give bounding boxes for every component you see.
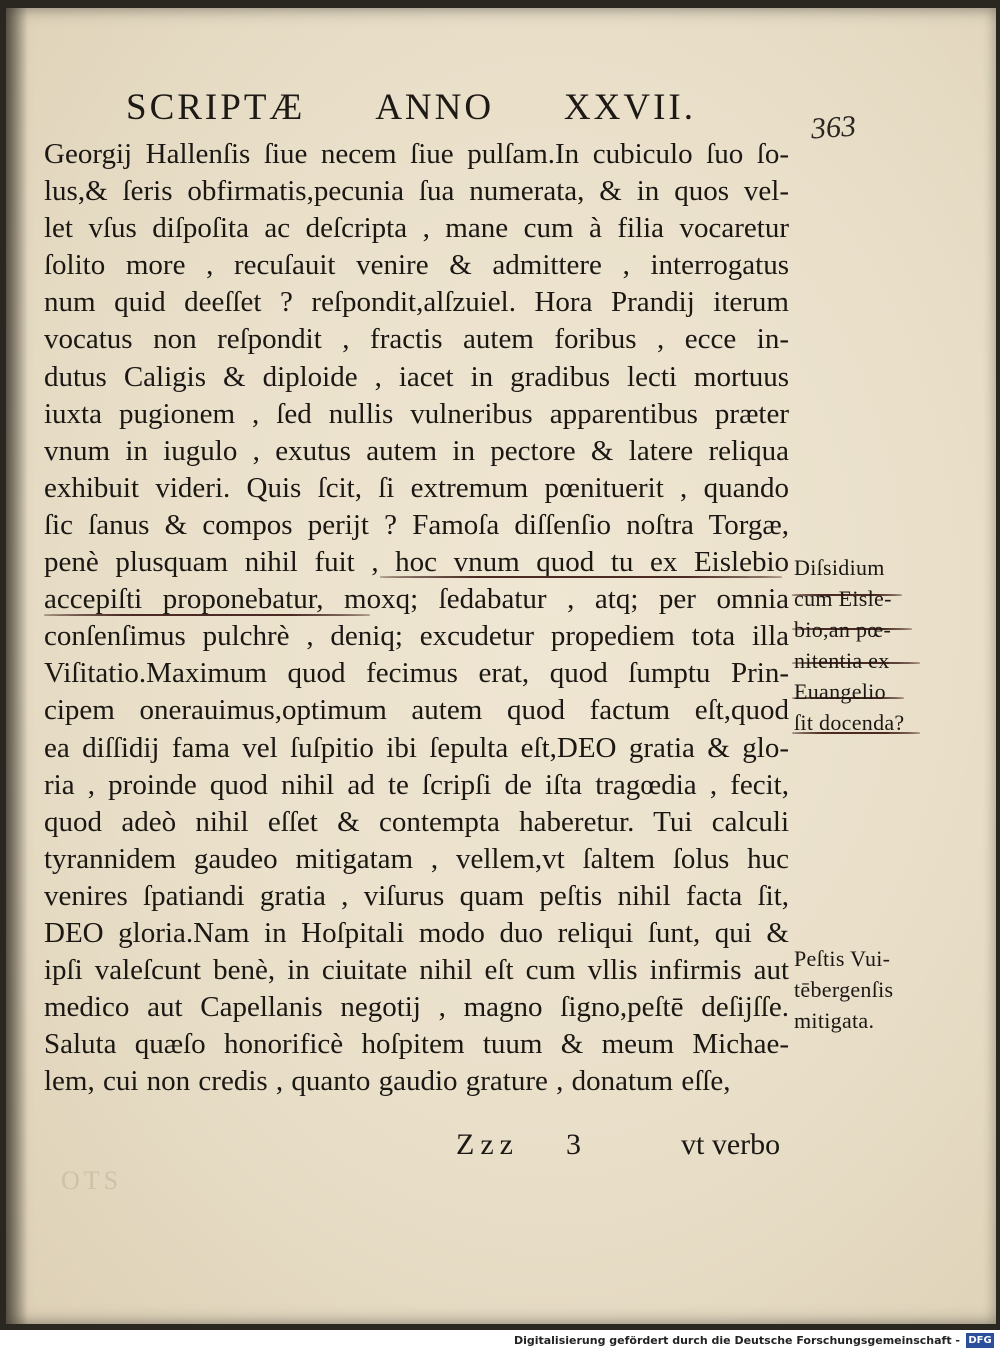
margin-note-pestis [794,943,944,1036]
margin-note-line: bio,an pœ- [794,617,892,642]
text-line: tyrannidem gaudeo mitigatam , vellem,vt ſaltem ſolus huc [44,842,789,875]
header-left: SCRIPTÆ [126,87,306,128]
margin-note-line: Euangelio [794,679,886,704]
margin-note-line: Peſtis Vui- [794,946,891,971]
margin-note-line: cum Eisle- [794,586,892,611]
credit-text: Digitalisierung gefördert durch die Deutsche Forschungsgemeinschaft - [513,1334,960,1347]
text-line: lus,& ſeris obfirmatis,pecunia ſua numerata, & in quos vel- [44,175,789,208]
text-line: venires ſpatiandi gratia , viſurus quam peſtis nihil facta ſit, [44,879,789,912]
header-center: ANNO [375,87,495,128]
running-header [126,86,696,132]
bleed-through-mark: OTS [61,1166,123,1195]
page-gutter-shadow [6,8,28,1324]
ink-underline [380,576,782,578]
text-line: ea diſſidij fama vel ſuſpitio ibi ſepulta eſt,DEO gratia & glo- [44,731,789,764]
text-line: medico aut Capellanis negotij , magno ſigno,peſtē deſijſſe. [44,991,789,1024]
ink-underline [44,614,370,616]
margin-note-line: ſit docenda? [794,710,905,735]
body-text [44,136,789,1100]
text-line: Saluta quæſo honorificè hoſpitem tuum & meum Michae- [44,1028,789,1061]
text-line: cipem onerauimus,optimum autem quod factum eſt,quod [44,694,789,727]
text-line: lem, cui non credis , quanto gaudio grature , donatum eſſe, [44,1065,731,1098]
page-footer [456,1128,801,1168]
text-line: ipſi valeſcunt benè, in ciuitate nihil eſt cum vllis infirmis aut [44,954,789,987]
book-page [6,8,996,1324]
text-line: vocatus non reſpondit , fractis autem foribus , ecce in- [44,323,789,356]
text-line: iuxta pugionem , ſed nullis vulneribus apparentibus præter [44,397,789,430]
signature-number: 3 [566,1128,581,1161]
header-right: XXVII. [563,87,696,128]
text-line: ria , proinde quod nihil ad te ſcripſi de iſta tragœdia , fecit, [44,768,789,801]
signature-mark: Zzz [456,1128,519,1161]
margin-note-dissidium [794,552,944,738]
text-line: dutus Caligis & diploide , iacet in gradibus lecti mortuus [44,360,789,393]
text-line: DEO gloria.Nam in Hoſpitali modo duo reliqui ſunt, qui & [44,916,789,949]
dfg-logo: DFG [966,1333,994,1348]
text-line: vnum in iugulo , exutus autem in pectore & latere reliqua [44,434,789,467]
credit-bar [0,1330,1000,1352]
catchword: vt verbo [681,1128,781,1161]
text-line: Viſitatio.Maximum quod fecimus erat, quod ſumptu Prin- [44,657,789,690]
page-number: 363 [809,109,858,146]
margin-note-line: nitentia ex [794,648,890,673]
text-line: ſic ſanus & compos perijt ? Famoſa diſſenſio noſtra Torgæ, [44,508,789,541]
text-line: Georgij Hallenſis ſiue necem ſiue pulſam.In cubiculo ſuo ſo- [44,138,789,170]
text-line: exhibuit videri. Quis ſcit, ſi extremum pœnituerit , quando [44,471,789,504]
text-line: penè plusquam nihil fuit , hoc vnum quod tu ex Eislebio [44,546,789,579]
text-line: conſenſimus pulchrè , deniq; excudetur propediem tota illa [44,620,789,653]
text-line: quod adeò nihil eſſet & contempta haberetur. Tui calculi [44,805,789,838]
margin-note-line: Diſsidium [794,555,885,580]
text-line: num quid deeſſet ? reſpondit,alſzuiel. Hora Prandij iterum [44,286,789,319]
margin-note-line: mitigata. [794,1008,875,1033]
margin-note-line: tēbergenſis [794,977,894,1002]
text-line: let vſus diſpoſita ac deſcripta , mane cum à filia vocaretur [44,212,789,245]
text-line: accepiſti proponebatur, moxq; ſedabatur , atq; per omnia [44,583,789,616]
text-line: ſolito more , recuſauit venire & admittere , interrogatus [44,249,789,282]
